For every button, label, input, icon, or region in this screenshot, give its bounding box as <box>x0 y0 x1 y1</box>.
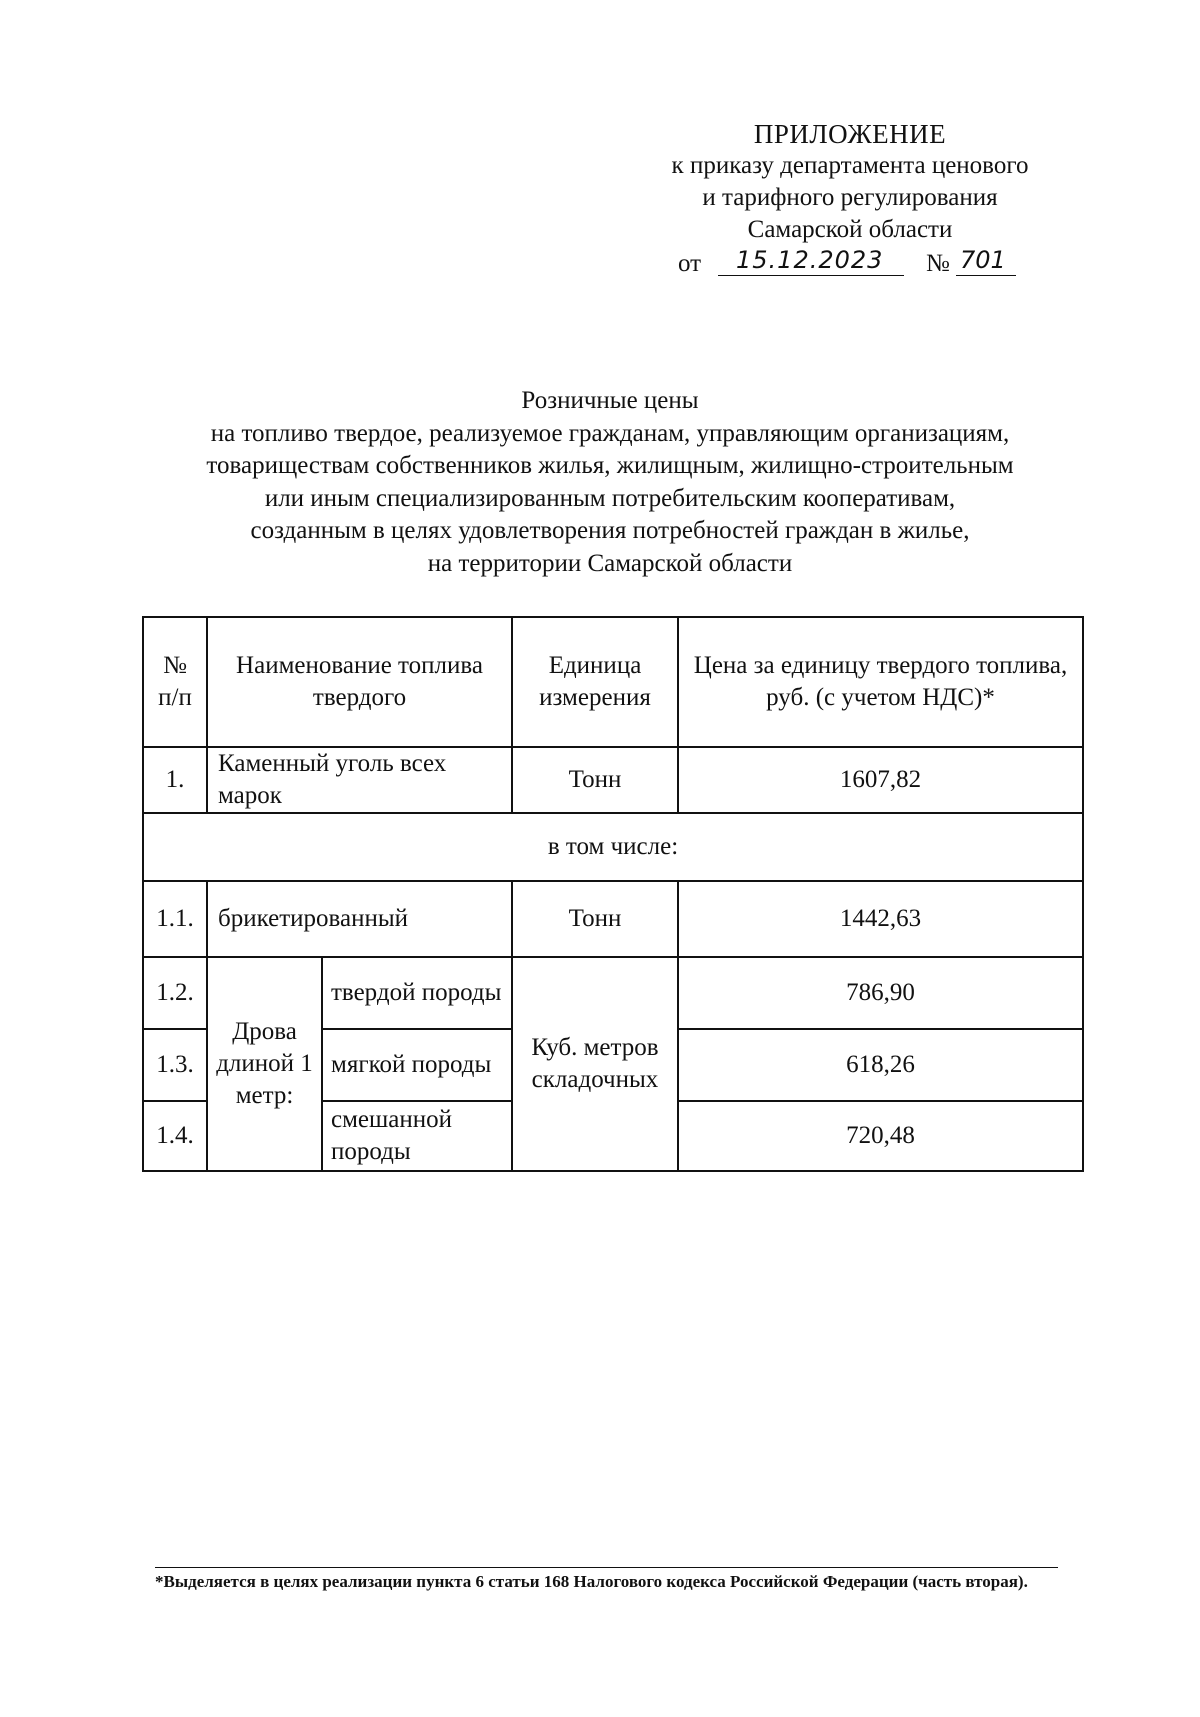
date-prefix: от <box>678 250 702 277</box>
row-name: смешанной породы <box>322 1101 512 1171</box>
order-number: 701 <box>956 244 1016 276</box>
annex-title: ПРИЛОЖЕНИЕ <box>753 119 947 149</box>
row-name: твердой породы <box>322 957 512 1029</box>
title-line: на территории Самарской области <box>427 549 793 577</box>
row-price: 720,48 <box>678 1101 1083 1171</box>
header-price: Цена за единицу твердого топлива, руб. (с учетом НДС)* <box>678 617 1083 747</box>
annex-line: Самарской области <box>747 216 953 243</box>
row-unit: Тонн <box>512 747 678 813</box>
title-line: созданным в целях удовлетворения потребностей граждан в жилье, <box>250 517 970 544</box>
order-date: 15.12.2023 <box>718 244 904 276</box>
price-table <box>142 616 1084 1172</box>
row-unit: Тонн <box>512 881 678 957</box>
footnote-divider <box>155 1567 1058 1568</box>
annex-block <box>600 118 1100 284</box>
annex-line: к приказу департамента ценового <box>671 152 1029 179</box>
row-num: 1.3. <box>143 1029 207 1101</box>
row-name: Каменный уголь всех марок <box>207 747 512 813</box>
header-num: № п/п <box>143 617 207 747</box>
document-title <box>100 385 1120 580</box>
table-row-including <box>143 813 1083 881</box>
title-line: на топливо твердое, реализуемое гражданам, управляющим организациям, <box>210 419 1010 447</box>
including-label: в том числе: <box>143 813 1083 881</box>
footnote: *Выделяется в целях реализации пункта 6 статьи 168 Налогового кодекса Российской Федерации (часть вторая). <box>155 1572 1028 1591</box>
row-price: 1442,63 <box>678 881 1083 957</box>
header-unit: Единица измерения <box>512 617 678 747</box>
row-num: 1. <box>143 747 207 813</box>
number-prefix: № <box>926 250 950 277</box>
row-name: мягкой породы <box>322 1029 512 1101</box>
row-num: 1.1. <box>143 881 207 957</box>
header-name: Наименование топлива твердого <box>207 617 512 747</box>
row-num: 1.2. <box>143 957 207 1029</box>
table-header-row <box>143 617 1083 747</box>
row-price: 786,90 <box>678 957 1083 1029</box>
row-num: 1.4. <box>143 1101 207 1171</box>
title-line: или иным специализированным потребительским кооперативам, <box>264 484 956 512</box>
title-line: товариществам собственников жилья, жилищным, жилищно-строительным <box>206 452 1014 479</box>
row-price: 618,26 <box>678 1029 1083 1101</box>
annex-line: и тарифного регулирования <box>702 184 998 211</box>
table-row <box>143 881 1083 957</box>
order-date-line <box>600 248 1100 284</box>
row-name: брикетированный <box>207 881 512 957</box>
row-price: 1607,82 <box>678 747 1083 813</box>
table-row <box>143 747 1083 813</box>
table-row <box>143 957 1083 1029</box>
firewood-unit: Куб. метров складочных <box>512 957 678 1171</box>
title-line: Розничные цены <box>521 387 699 414</box>
firewood-group-label: Дрова длиной 1 метр: <box>207 957 322 1171</box>
